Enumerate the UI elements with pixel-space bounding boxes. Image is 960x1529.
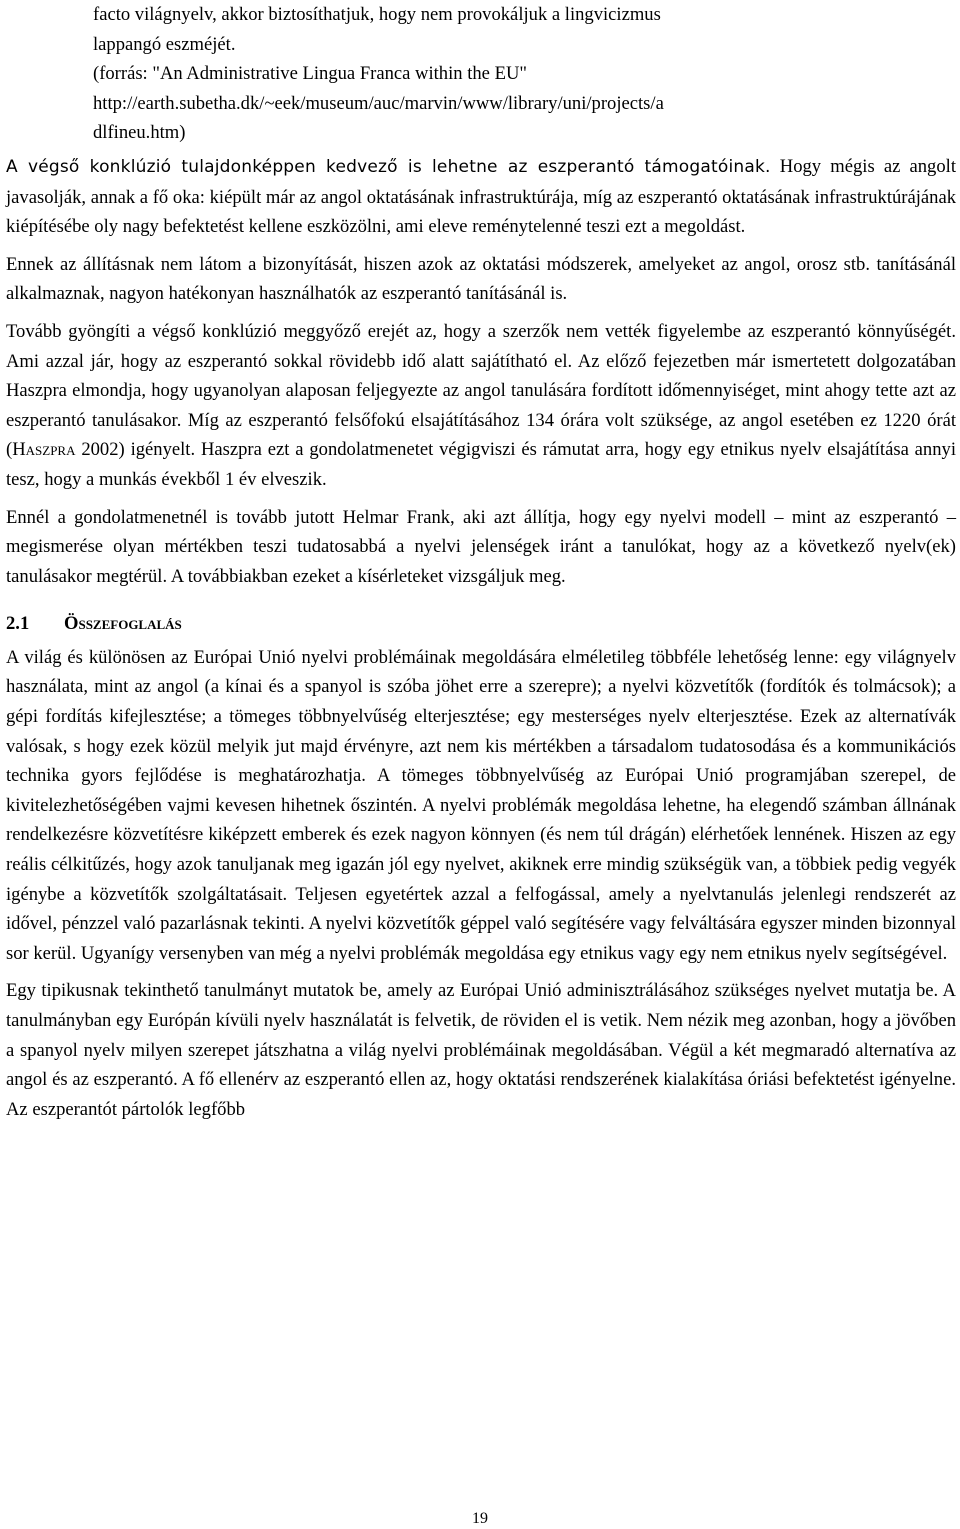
paragraph-conclusion [6, 152, 956, 242]
paragraph-methods: Ennek az állításnak nem látom a bizonyítását, hiszen azok az oktatási módszerek, amelyeket az angol, orosz stb. tanításánál alkalmaznak, nagyon hatékonyan használhatók az eszperantó tanításánál is. [6, 253, 956, 305]
quote-line: facto világnyelv, akkor biztosíthatjuk, hogy nem provokáljuk a lingvicizmus [93, 4, 661, 25]
paragraph-haszpra [6, 317, 956, 495]
paragraph-frank: Ennél a gondolatmenetnél is tovább jutott Helmar Frank, aki azt állítja, hogy egy nyelvi modell – mint az eszperantó – megismerése olyan mértékben teszi tudatosabbá a nyelvi jelenségek iránt a tanulókat, hogy az a következő nyelv(ek) tanulásakor megtérül. A továbbiakban ezeket a kísérleteket vizsgáljuk meg. [6, 506, 956, 587]
quote-url-line: http://earth.subetha.dk/~eek/museum/auc/marvin/www/library/uni/projects/a [93, 92, 664, 114]
document-page [6, 0, 956, 1124]
paragraph-lead: A végső konklúzió tulajdonképpen kedvező is lehetne az eszperantó támogatóinak. [6, 156, 771, 177]
paragraph-summary: A világ és különösen az Európai Unió nyelvi problémáinak megoldására elméletileg többféle lehetőség lenne: egy világnyelv használata, mint az angol (a kínai és a spanyol is szóba jöhet erre a szerepre); a nyelvi közvetítők (fordítók és tolmácsok); a gépi fordítás kifejlesztése; a tömeges többnyelvűség elterjesztése; egy mesterséges nyelv elterjesztése. Ezek az alternatívák valósak, s hogy ezek közül melyik jut majd érvényre, azt nem kis mértékben a társadalom tudatosodása és a kommunikációs technika gyors fejlődése is meghatározhatja. A tömeges többnyelvűség az Európai Unió programjában szerepel, de kivitelezhetőségében vajmi kevesen hihetnek őszintén. A nyelvi problémák megoldása lehetne, ha elegendő számban állnának rendelkezésre közvetítésre kiképzett emberek és ezek nagyon könnyen (és nem túl drágán) elérhetőek lennének. Hiszen az egy reális célkitűzés, hogy azok tanuljanak meg igazán jól egy nyelvet, akiknek erre mindig szükségük van, a többiek pedig vegyék igénybe a közvetítők szolgáltatásait. Teljesen egyetértek azzal a felfogással, amely a nyelvtanulás jelenlegi rendszerét az idővel, pénzzel való pazarlásnak tekinti. A nyelvi közvetítők géppel való segítésére vagy felváltására egyszer minden bizonnyal sor kerül. Ugyanígy versenyben van még a nyelvi problémák megoldása egy etnikus vagy egy nem etnikus nyelv segítségével. [6, 646, 956, 964]
paragraph-text: 2002) igényelt. Haszpra ezt a gondolatmenetet végigviszi és rámutat arra, hogy egy etnikus nyelv elsajátítása annyi tesz, hogy a munkás évekből 1 év elveszik. [6, 439, 956, 490]
section-heading [6, 609, 956, 639]
paragraph-body: Hogy mégis az angolt javasolják, annak a fő oka: kiépült már az angol oktatásának infrastruktúrája, míg az eszperantó oktatásának infrastruktúrájának kiépítésébe oly nagy befektetést kellene eszközölni, ami eleve reménytelenné teszi ezt a megoldást. [6, 155, 956, 238]
section-title: Összefoglalás [64, 613, 182, 635]
page-number: 19 [472, 1510, 488, 1527]
paragraph-text: Tovább gyöngíti a végső konklúzió meggyőző erejét az, hogy a szerzők nem vették figyelembe az eszperantó könnyűségét. Ami azzal jár, hogy az eszperantó sokkal rövidebb idő alatt sajátítható el. Az előző fejezetben már ismertetett dolgozatában Haszpra elmondja, hogy ugyanolyan alaposan feljegyezte az angol tanulására fordított időmennyiséget, mint ahogy tette azt az eszperantó tanulásakor. Míg az eszperantó felsőfokú elsajátításához 134 órára volt szüksége, az angol esetében ez 1220 órát ( [6, 320, 956, 461]
quote-url-line: dlfineu.htm) [93, 122, 186, 144]
paragraph-study: Egy tipikusnak tekinthető tanulmányt mutatok be, amely az Európai Unió adminisztrálásához szükséges nyelvet mutatja be. A tanulmányban egy Európán kívüli nyelv használatát is felvetik, de röviden el is vetik. Nem nézik meg azonban, hogy a jövőben a spanyol nyelv milyen szerepet játszhatna a világ nyelvi problémáinak megoldásában. Végül a két megmaradó alternatíva az angol és az eszperantó. A fő ellenérv az eszperantó ellen az, hogy oktatási rendszerének kialakítása óriási befektetést igényelne. Az eszperantót pártolók legfőbb [6, 980, 956, 1120]
quote-source-line: (forrás: "An Administrative Lingua Franca within the EU" [93, 63, 527, 85]
section-number: 2.1 [6, 613, 30, 635]
citation-author: Haszpra [12, 439, 76, 461]
quote-line: lappangó eszméjét. [93, 33, 236, 55]
quote-block [6, 0, 956, 148]
